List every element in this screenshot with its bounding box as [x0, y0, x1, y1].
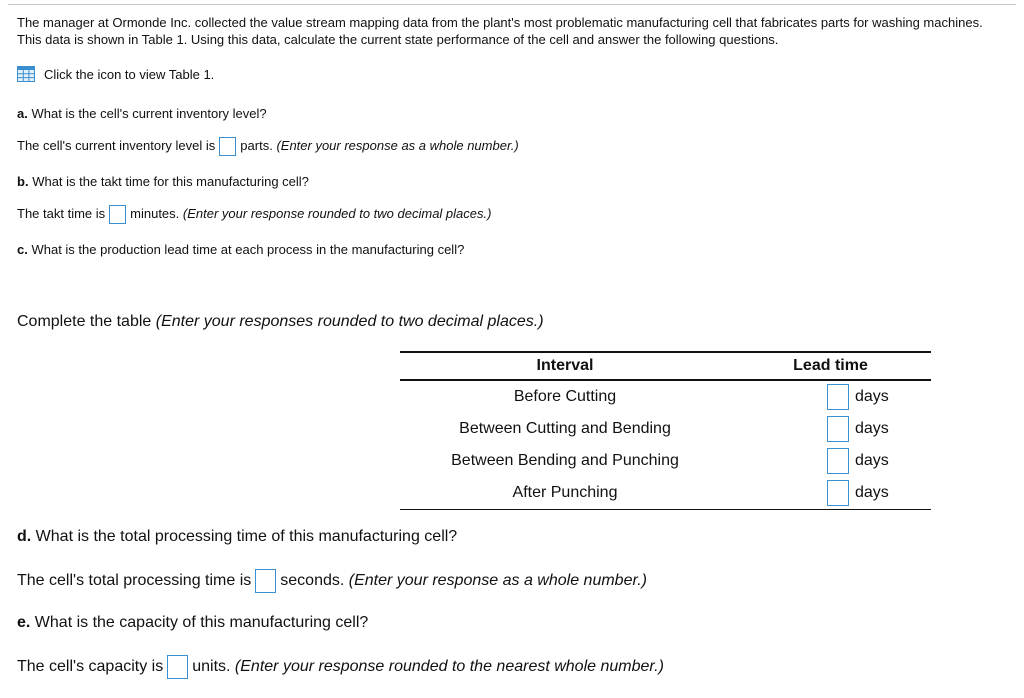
answer-e-hint: (Enter your response rounded to the nearest whole number.): [234, 658, 664, 676]
lead-time-header: Lead time: [730, 352, 931, 380]
interval-header: Interval: [400, 352, 730, 380]
interval-cell: After Punching: [400, 477, 730, 510]
table-link-label[interactable]: Click the icon to view Table 1.: [44, 66, 215, 82]
answer-e-row: [17, 655, 664, 679]
complete-table-instruction: [17, 313, 544, 331]
answer-a-row: [17, 137, 519, 156]
question-c-label: c.: [17, 242, 28, 257]
question-d: [17, 528, 457, 546]
answer-a-hint: (Enter your response as a whole number.): [276, 137, 519, 153]
question-a-label: a.: [17, 106, 28, 121]
table-icon[interactable]: [17, 66, 35, 82]
question-b-label: b.: [17, 174, 29, 189]
lead-time-cell: [730, 380, 931, 413]
unit-label: days: [855, 484, 889, 501]
lead-time-cutting-bending-input[interactable]: [827, 416, 849, 442]
answer-a-suffix: parts.: [240, 137, 273, 153]
table-link[interactable]: [17, 66, 214, 82]
lead-time-cell: [730, 445, 931, 477]
lead-time-before-cutting-input[interactable]: [827, 384, 849, 410]
capacity-input[interactable]: [167, 655, 188, 679]
table-row: [400, 413, 931, 445]
answer-e-prefix: The cell's capacity is: [17, 658, 164, 676]
answer-d-suffix: seconds.: [280, 572, 345, 590]
question-b: [17, 174, 309, 189]
table-row: [400, 477, 931, 510]
complete-table-hint: (Enter your responses rounded to two decimal places.): [155, 313, 544, 330]
question-e-label: e.: [17, 614, 31, 631]
question-e: [17, 614, 368, 632]
answer-a-prefix: The cell's current inventory level is: [17, 137, 216, 153]
answer-e-suffix: units.: [192, 658, 231, 676]
problem-intro: The manager at Ormonde Inc. collected the value stream mapping data from the plant's most problematic manufacturing cell that fabricates parts for washing machines. This data is shown in Table 1. Using this data, calculate the current state performance of the cell and answer the following questions.: [17, 15, 983, 47]
lead-time-bending-punching-input[interactable]: [827, 448, 849, 474]
table-row: [400, 380, 931, 413]
lead-time-cell: [730, 413, 931, 445]
question-e-text: What is the capacity of this manufacturing cell?: [34, 614, 369, 631]
question-c: [17, 242, 464, 257]
interval-cell: Before Cutting: [513, 388, 617, 405]
unit-label: days: [855, 388, 889, 405]
question-d-label: d.: [17, 528, 32, 545]
lead-time-after-punching-input[interactable]: [827, 480, 849, 506]
answer-b-row: [17, 205, 491, 224]
answer-d-row: [17, 569, 647, 593]
processing-time-input[interactable]: [255, 569, 276, 593]
table-row: [400, 445, 931, 477]
inventory-level-input[interactable]: [219, 137, 236, 156]
answer-b-prefix: The takt time is: [17, 205, 106, 221]
question-a: [17, 106, 267, 121]
takt-time-input[interactable]: [109, 205, 126, 224]
answer-b-hint: (Enter your response rounded to two decimal places.): [182, 205, 492, 221]
lead-time-cell: [730, 477, 931, 510]
answer-d-hint: (Enter your response as a whole number.): [348, 572, 647, 590]
interval-cell: Between Cutting and Bending: [459, 420, 671, 437]
question-b-text: What is the takt time for this manufacturing cell?: [32, 174, 309, 189]
question-a-text: What is the cell's current inventory level?: [31, 106, 267, 121]
lead-time-table: [400, 351, 931, 510]
complete-table-text: Complete the table: [17, 313, 152, 330]
question-d-text: What is the total processing time of this manufacturing cell?: [35, 528, 458, 545]
unit-label: days: [855, 452, 889, 469]
interval-cell: Between Bending and Punching: [451, 452, 679, 469]
answer-b-suffix: minutes.: [130, 205, 180, 221]
question-c-text: What is the production lead time at each process in the manufacturing cell?: [31, 242, 465, 257]
answer-d-prefix: The cell's total processing time is: [17, 572, 252, 590]
top-divider: [8, 4, 1016, 5]
unit-label: days: [855, 420, 889, 437]
